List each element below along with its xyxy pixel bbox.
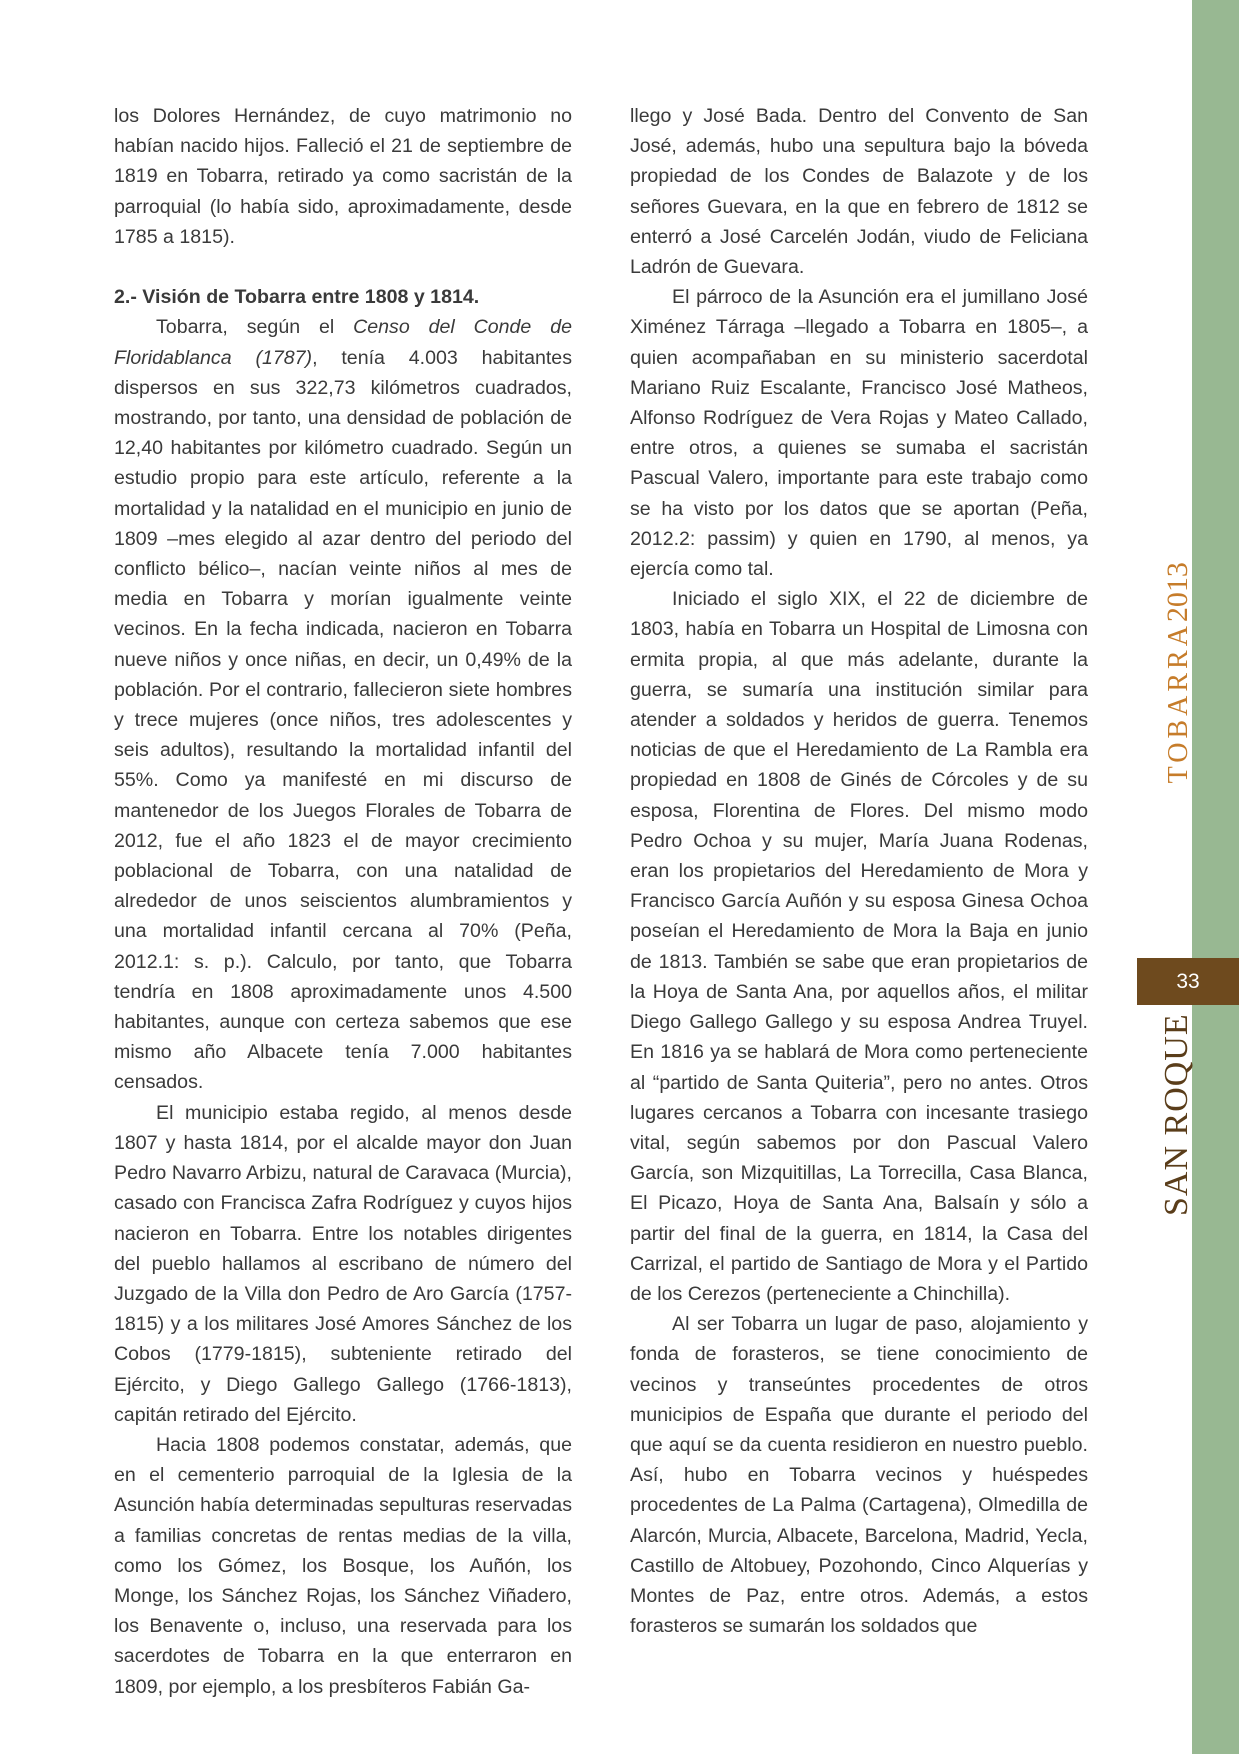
right-column	[630, 101, 1088, 1641]
paragraph-text: , tenía 4.003 habitantes dispersos en sus 322,73 kilómetros cuadrados, mostrando, por tanto, una densidad de población de 12,40 habitantes por kilómetro cuadrado. Según un estudio propio para este artículo, referente a la mortalidad y la natalidad en el municipio en junio de 1809 –mes elegido al azar dentro del periodo del conflicto bélico–, nacían veinte niños al mes de media en Tobarra y morían igualmente veinte vecinos. En la fecha indicada, nacieron en Tobarra nueve niños y once niñas, en decir, un 0,49% de la población. Por el contrario, fallecieron siete hombres y trece mujeres (once niños, tres adolescentes y seis adultos), resultando la mortalidad infantil del 55%. Como ya manifesté en mi discurso de mantenedor de los Juegos Florales de Tobarra de 2012, fue el año 1823 el de mayor crecimiento poblacional de Tobarra, con una natalidad de alrededor de unos seiscientos alumbramientos y una mortalidad infantil cercana al 70% (Peña, 2012.1: s. p.). Calculo, por tanto, que Tobarra tendría en 1808 aproximadamente unos 4.500 habitantes, aunque con certeza sabemos que ese mismo año Albacete tenía 7.000 habitantes censados.	[114, 346, 573, 1094]
page-number: 33	[1137, 958, 1239, 1005]
left-column	[114, 101, 572, 1702]
section-heading: 2.- Visión de Tobarra entre 1808 y 1814.	[114, 286, 480, 309]
running-title-san-roque: SAN ROQUE	[1158, 1013, 1195, 1216]
paragraph	[114, 312, 572, 1097]
paragraph: Iniciado el siglo XIX, el 22 de diciembre de 1803, había en Tobarra un Hospital de Limosna con ermita propia, al que más adelante, durante la guerra, se sumaría una institución similar para atender a soldados y heridos de guerra. Tenemos noticias de que el Heredamiento de La Rambla era propiedad en 1808 de Ginés de Córcoles y de su esposa, Florentina de Flores. Del mismo modo Pedro Ochoa y su mujer, María Juana Rodenas, eran los propietarios del Heredamiento de Mora y Francisco García Auñón y su esposa Ginesa Ochoa poseían el Heredamiento de Mora la Baja en junio de 1813. También se sabe que eran propietarios de la Hoya de Santa Ana, por aquellos años, el militar Diego Gallego Gallego y su esposa Andrea Truyel. En 1816 ya se hablará de Mora como perteneciente al “partido de Santa Quiteria”, pero no antes. Otros lugares cercanos a Tobarra con incesante trasiego vital, según sabemos por don Pascual Valero García, son Mizquitillas, La Torrecilla, Casa Blanca, El Picazo, Hoya de Santa Ana, Balsaín y sólo a partir del final de la guerra, en 1814, la Casa del Carrizal, el partido de Santiago de Mora y el Partido de los Cerezos (perteneciente a Chinchilla).	[630, 588, 1088, 1305]
paragraph: Hacia 1808 podemos constatar, además, que en el cementerio parroquial de la Iglesia de la Asunción había determinadas sepulturas reservadas a familias concretas de rentas medias de la villa, como los Gómez, los Bosque, los Auñón, los Monge, los Sánchez Rojas, los Sánchez Viñadero, los Benavente o, incluso, una reservada para los sacerdotes de Tobarra en la que enterraron en 1809, por ejemplo, a los presbíteros Fabián Ga-	[114, 1433, 572, 1698]
paragraph: llego y José Bada. Dentro del Convento de San José, además, hubo una sepultura bajo la bóveda propiedad de los Condes de Balazote y de los señores Guevara, en la que en febrero de 1812 se enterró a José Carcelén Jodán, viudo de Feliciana Ladrón de Guevara.	[630, 105, 1088, 279]
running-title-tobarra: TOBARRA	[1163, 622, 1194, 784]
paragraph: los Dolores Hernández, de cuyo matrimonio no habían nacido hijos. Falleció el 21 de septiembre de 1819 en Tobarra, retirado ya como sacristán de la parroquial (lo había sido, aproximadamente, desde 1785 a 1815).	[114, 105, 572, 248]
paragraph: El municipio estaba regido, al menos desde 1807 y hasta 1814, por el alcalde mayor don Juan Pedro Navarro Arbizu, natural de Caravaca (Murcia), casado con Francisca Zafra Rodríguez y cuyos hijos nacieron en Tobarra. Entre los notables dirigentes del pueblo hallamos al escribano de número del Juzgado de la Villa don Pedro de Aro García (1757-1815) y a los militares José Amores Sánchez de los Cobos (1779-1815), subteniente retirado del Ejército, y Diego Gallego Gallego (1766-1813), capitán retirado del Ejército.	[114, 1101, 572, 1426]
paragraph: El párroco de la Asunción era el jumillano José Ximénez Tárraga –llegado a Tobarra en 1805–, a quien acompañaban en su ministerio sacerdotal Mariano Ruiz Escalante, Francisco José Matheos, Alfonso Rodríguez de Vera Rojas y Mateo Callado, entre otros, a quienes se sumaba el sacristán Pascual Valero, importante para este trabajo como se ha visto por los datos que se aportan (Peña, 2012.2: passim) y quien en 1790, al menos, ya ejercía como tal.	[630, 286, 1088, 581]
paragraph-text: Tobarra, según el	[156, 316, 354, 339]
running-title	[1160, 562, 1196, 1216]
running-title-year: 2013	[1161, 562, 1194, 623]
margin-color-bar	[1192, 0, 1239, 1754]
census-title-italic: Censo del Conde de Floridablanca (1787)	[114, 316, 572, 369]
paragraph: Al ser Tobarra un lugar de paso, alojamiento y fonda de forasteros, se tiene conocimiento de vecinos y transeúntes procedentes de otros municipios de España que durante el periodo del que aquí se da cuenta residieron en nuestro pueblo. Así, hubo en Tobarra vecinos y huéspedes procedentes de La Palma (Cartagena), Olmedilla de Alarcón, Murcia, Albacete, Barcelona, Madrid, Yecla, Castillo de Altobuey, Pozohondo, Cinco Alquerías y Montes de Paz, entre otros. Además, a estos forasteros se sumarán los soldados que	[630, 1313, 1088, 1638]
